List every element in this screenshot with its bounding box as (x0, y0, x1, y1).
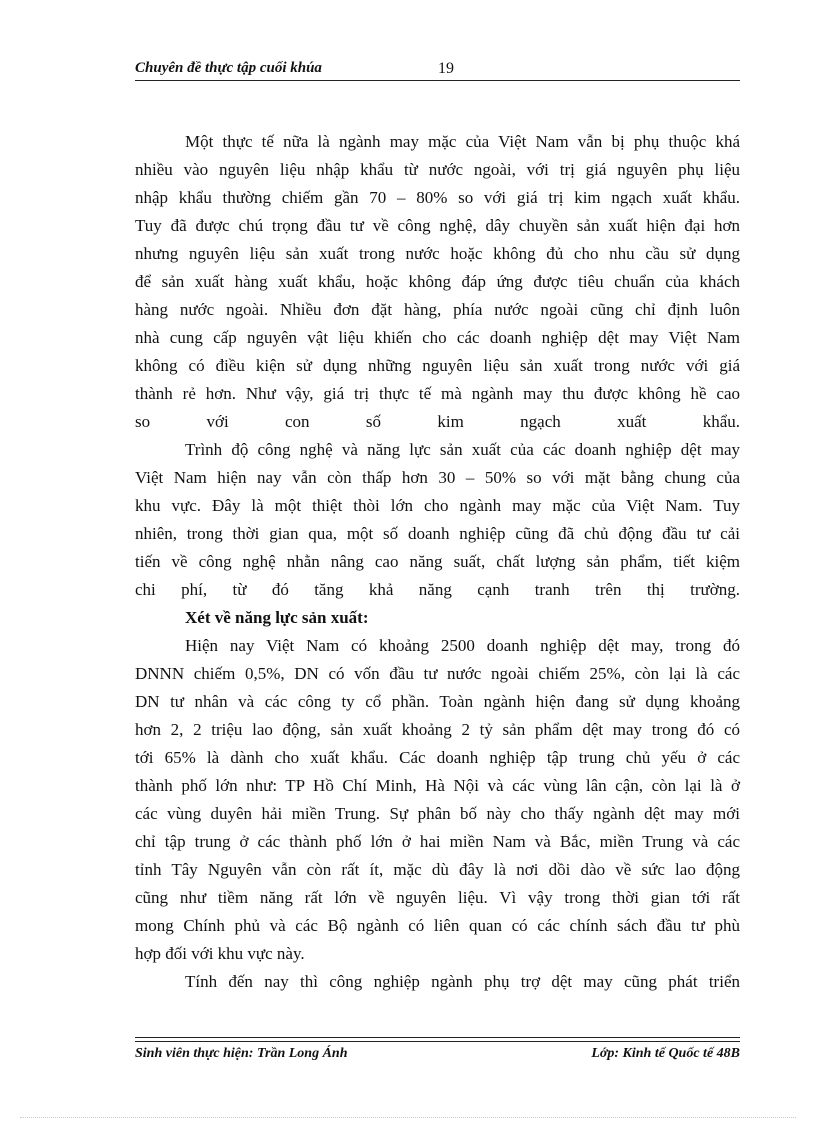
text-line: nhưng nguyên liệu sản xuất trong nước hoặc không đủ cho nhu cầu sử dụng (135, 244, 740, 263)
text-line: nhập khẩu thường chiếm gần 70 – 80% so với giá trị kim ngạch xuất khẩu. (135, 188, 740, 207)
text-line: hàng nước ngoài. Nhiều đơn đặt hàng, phía nước ngoài cũng chỉ định luôn (135, 300, 740, 319)
footer-rule-thin (135, 1041, 740, 1042)
page-header (135, 58, 740, 80)
text-line: khu vực. Đây là một thiệt thòi lớn cho ngành may mặc của Việt Nam. Tuy (135, 496, 740, 515)
text-line: thành phố lớn như: TP Hồ Chí Minh, Hà Nội và các vùng lân cận, còn lại là ở (135, 776, 740, 795)
text-line: nhiều vào nguyên liệu nhập khẩu từ nước ngoài, với trị giá nguyên phụ liệu (135, 160, 740, 179)
text-line: so với con số kim ngạch xuất khẩu. (135, 412, 740, 431)
section-heading: Xét về năng lực sản xuất: (185, 608, 369, 627)
text-line: để sản xuất hàng xuất khẩu, hoặc không đáp ứng được tiêu chuẩn của khách (135, 272, 740, 291)
text-line: không có điều kiện sử dụng những nguyên liệu sản xuất trong nước với giá (135, 356, 740, 375)
text-line: Tính đến nay thì công nghiệp ngành phụ trợ dệt may cũng phát triển (185, 972, 740, 991)
text-line: các vùng duyên hải miền Trung. Sự phân bố này cho thấy ngành dệt may mới (135, 804, 740, 823)
text-line: DNNN chiếm 0,5%, DN có vốn đầu tư nước ngoài chiếm 25%, còn lại là các (135, 664, 740, 683)
text-line: Một thực tế nữa là ngành may mặc của Việt Nam vẫn bị phụ thuộc khá (185, 132, 740, 151)
text-line: hơn 2, 2 triệu lao động, sản xuất khoảng 2 tỷ sản phẩm dệt may trong đó có (135, 720, 740, 739)
page-edge-divider (20, 1117, 796, 1118)
header-rule (135, 80, 740, 81)
text-line: chi phí, từ đó tăng khả năng cạnh tranh trên thị trường. (135, 580, 740, 599)
text-line: hợp đối với khu vực này. (135, 944, 305, 963)
text-line: Trình độ công nghệ và năng lực sản xuất của các doanh nghiệp dệt may (185, 440, 740, 459)
footer-class: Lớp: Kinh tế Quốc tế 48B (591, 1046, 740, 1061)
text-line: cũng như tiềm năng rất lớn về nguyên liệu. Vì vậy trong thời gian tới rất (135, 888, 740, 907)
text-line: Hiện nay Việt Nam có khoảng 2500 doanh nghiệp dệt may, trong đó (185, 636, 740, 655)
text-line: mong Chính phủ và các Bộ ngành có liên quan có các chính sách đầu tư phù (135, 916, 740, 935)
text-line: Việt Nam hiện nay vẫn còn thấp hơn 30 – 50% so với mặt bằng chung của (135, 468, 740, 487)
text-line: nhiên, trong thời gian qua, một số doanh nghiệp cũng đã chủ động đầu tư cải (135, 524, 740, 543)
text-line: thành rẻ hơn. Như vậy, giá trị thực tế mà ngành may thu được không hề cao (135, 384, 740, 403)
text-line: Tuy đã được chú trọng đầu tư về công nghệ, dây chuyền sản xuất hiện đại hơn (135, 216, 740, 235)
body-text (135, 128, 740, 996)
footer-student: Sinh viên thực hiện: Trần Long Ánh (135, 1046, 348, 1061)
text-line: nhà cung cấp nguyên vật liệu khiến cho các doanh nghiệp dệt may Việt Nam (135, 328, 740, 347)
text-line: DN tư nhân và các công ty cổ phần. Toàn ngành hiện đang sử dụng khoảng (135, 692, 740, 711)
text-line: tỉnh Tây Nguyên vẫn còn rất ít, mặc dù đây là nơi dồi dào về sức lao động (135, 860, 740, 879)
page-number: 19 (438, 60, 454, 77)
page-footer (135, 1046, 740, 1066)
text-line: tiến về công nghệ nhằn nâng cao năng suất, chất lượng sản phẩm, tiết kiệm (135, 552, 740, 571)
footer-rule (135, 1037, 740, 1038)
header-title: Chuyên đề thực tập cuối khúa (135, 60, 322, 76)
text-line: tới 65% là dành cho xuất khẩu. Các doanh nghiệp tập trung chủ yếu ở các (135, 748, 740, 767)
text-line: chỉ tập trung ở các thành phố lớn ở hai miền Nam và Bắc, miền Trung và các (135, 832, 740, 851)
